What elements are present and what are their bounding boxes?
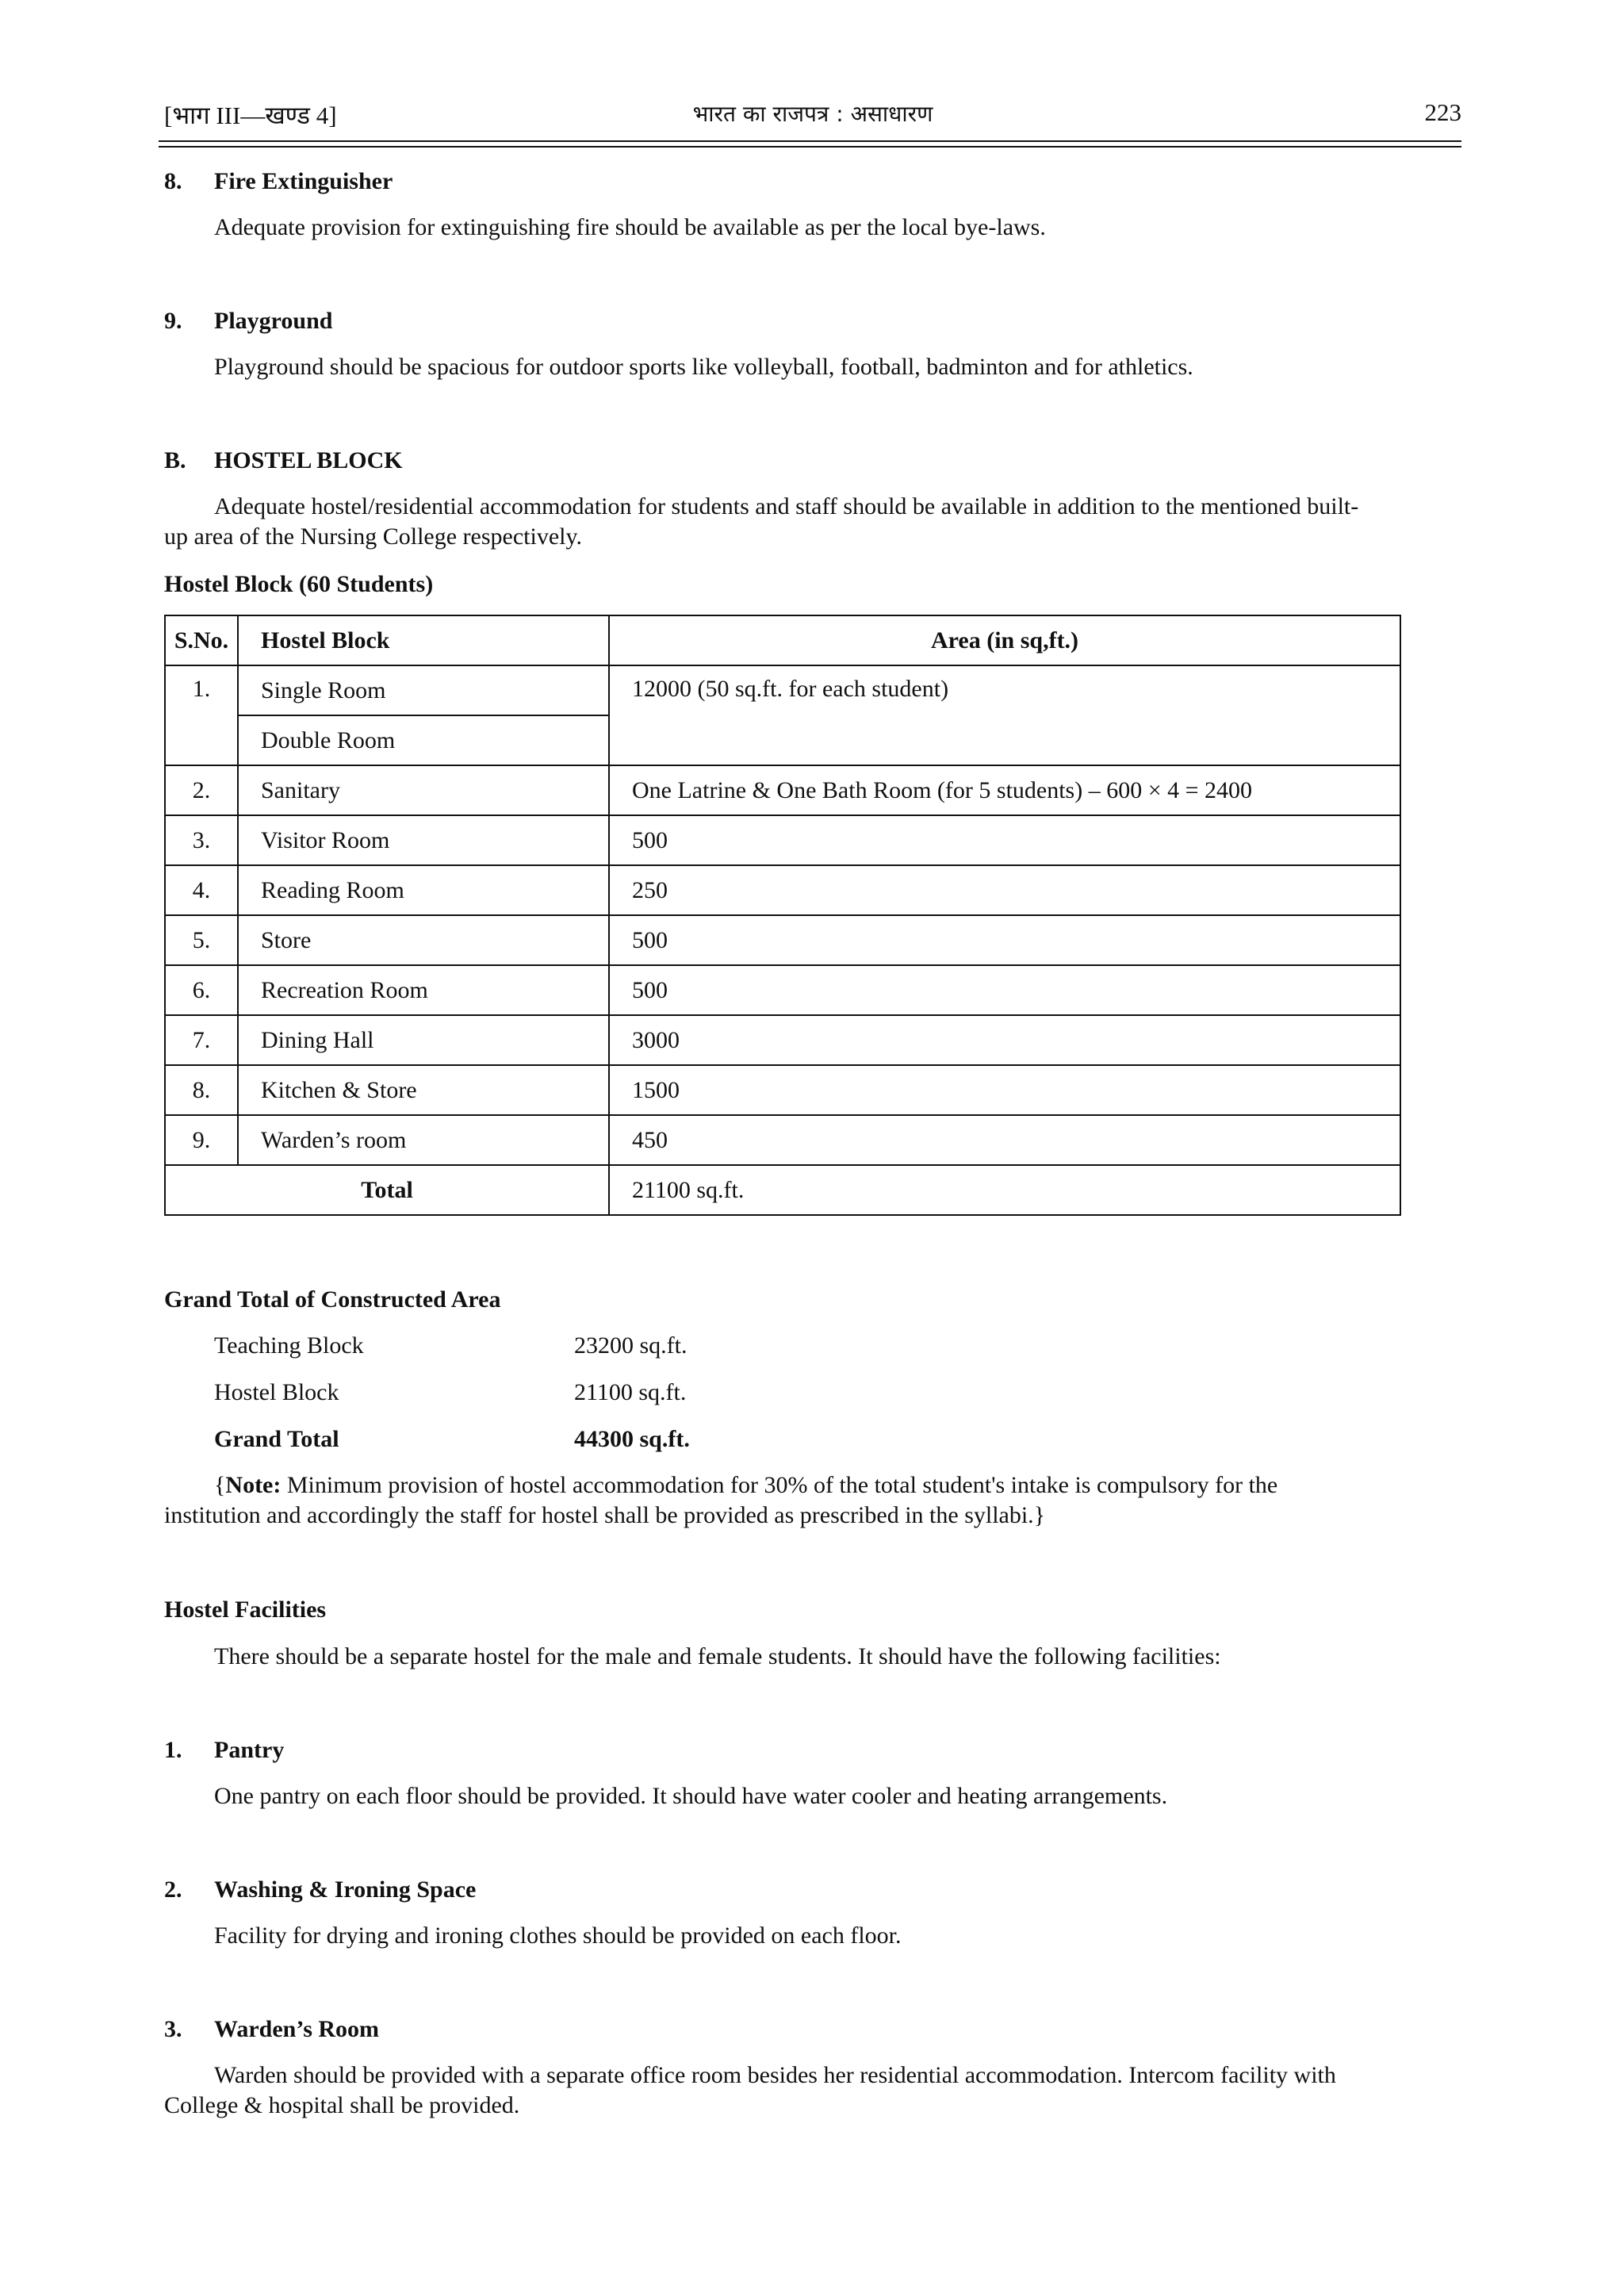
cell-area: 450: [609, 1115, 1400, 1165]
cell-area: 500: [609, 915, 1400, 965]
facility-3-number: 3.: [164, 2016, 182, 2042]
header-part-label: [भाग III—खण्ड 4]: [164, 102, 337, 129]
cell-sno: 1.: [165, 665, 238, 765]
hostel-facilities-heading: Hostel Facilities: [164, 1596, 327, 1623]
facility-3-text-line1: Warden should be provided with a separate office room besides her residential accommodation. Intercom facility with: [214, 2062, 1336, 2088]
grand-total-label: Grand Total: [214, 1426, 339, 1452]
table-row: [165, 915, 1400, 965]
header-publication-title: भारत का राजपत्र : असाधारण: [692, 101, 933, 127]
total-label: Total: [165, 1165, 609, 1215]
section-9-text: Playground should be spacious for outdoor sports like volleyball, football, badminton and for athletics.: [214, 354, 1193, 380]
hostel-block-label: Hostel Block: [214, 1379, 339, 1405]
facility-3-text-line2: College & hospital shall be provided.: [164, 2092, 520, 2118]
cell-name: Single Room: [238, 665, 609, 715]
facility-2-number: 2.: [164, 1876, 182, 1903]
table-row: [165, 1015, 1400, 1065]
cell-sno: 2.: [165, 765, 238, 815]
grand-total-heading: Grand Total of Constructed Area: [164, 1286, 501, 1313]
note-text: Minimum provision of hostel accommodation for 30% of the total student's intake is compulsory for the: [281, 1472, 1278, 1498]
facility-2-text: Facility for drying and ironing clothes should be provided on each floor.: [214, 1922, 902, 1949]
note-paragraph-line1: [214, 1470, 1277, 1501]
table-header-row: [165, 615, 1400, 665]
cell-sno: 6.: [165, 965, 238, 1015]
cell-area: 500: [609, 965, 1400, 1015]
cell-name: Double Room: [238, 715, 609, 765]
section-b-text-line1: Adequate hostel/residential accommodation for students and staff should be available in addition to the mentioned built-: [214, 493, 1359, 519]
total-value: 21100 sq.ft.: [609, 1165, 1400, 1215]
hostel-facilities-intro: There should be a separate hostel for the male and female students. It should have the following facilities:: [214, 1643, 1221, 1669]
cell-name: Kitchen & Store: [238, 1065, 609, 1115]
cell-sno: 5.: [165, 915, 238, 965]
section-9-title: Playground: [214, 308, 333, 334]
cell-name: Warden’s room: [238, 1115, 609, 1165]
section-8-text: Adequate provision for extinguishing fire should be available as per the local bye-laws.: [214, 214, 1046, 240]
teaching-block-value: 23200 sq.ft.: [574, 1332, 688, 1359]
cell-area: 500: [609, 815, 1400, 865]
section-8-title: Fire Extinguisher: [214, 168, 393, 194]
cell-area: One Latrine & One Bath Room (for 5 students) – 600 × 4 = 2400: [609, 765, 1400, 815]
section-b-number: B.: [164, 447, 186, 473]
cell-sno: 7.: [165, 1015, 238, 1065]
running-header: [164, 98, 1461, 138]
note-open-brace: {: [214, 1472, 226, 1498]
table-row: [165, 765, 1400, 815]
cell-name: Sanitary: [238, 765, 609, 815]
table-row: [165, 665, 1400, 715]
grand-total-value: 44300 sq.ft.: [574, 1426, 690, 1452]
cell-area: 1500: [609, 1065, 1400, 1115]
cell-sno: 4.: [165, 865, 238, 915]
table-row: [165, 865, 1400, 915]
section-8-number: 8.: [164, 168, 182, 194]
hostel-block-value: 21100 sq.ft.: [574, 1379, 687, 1405]
note-paragraph-line2: institution and accordingly the staff for hostel shall be provided as prescribed in the syllabi.}: [164, 1502, 1046, 1528]
header-rule-bottom: [159, 146, 1461, 148]
table-row: [165, 815, 1400, 865]
cell-area: 3000: [609, 1015, 1400, 1065]
cell-name: Recreation Room: [238, 965, 609, 1015]
cell-name: Dining Hall: [238, 1015, 609, 1065]
facility-1-title: Pantry: [214, 1737, 285, 1763]
cell-sno: 9.: [165, 1115, 238, 1165]
facility-1-text: One pantry on each floor should be provided. It should have water cooler and heating arrangements.: [214, 1783, 1168, 1809]
header-rule-top: [159, 140, 1461, 142]
facility-1-number: 1.: [164, 1737, 182, 1763]
table-row: [165, 965, 1400, 1015]
cell-sno: 3.: [165, 815, 238, 865]
table-caption: Hostel Block (60 Students): [164, 571, 434, 597]
cell-name: Visitor Room: [238, 815, 609, 865]
column-header-hostel-block: Hostel Block: [238, 615, 609, 665]
column-header-sno: S.No.: [165, 615, 238, 665]
note-label: Note:: [225, 1472, 282, 1498]
table-row: [165, 1115, 1400, 1165]
column-header-area: Area (in sq,ft.): [609, 615, 1400, 665]
table-total-row: [165, 1165, 1400, 1215]
section-b-text-line2: up area of the Nursing College respectively.: [164, 523, 583, 550]
cell-name: Reading Room: [238, 865, 609, 915]
section-9-number: 9.: [164, 308, 182, 334]
table-row: [165, 1065, 1400, 1115]
hostel-block-table: [164, 615, 1401, 1216]
section-b-title: HOSTEL BLOCK: [214, 447, 403, 473]
cell-sno: 8.: [165, 1065, 238, 1115]
cell-name: Store: [238, 915, 609, 965]
page-number: 223: [1424, 98, 1461, 126]
cell-area: 12000 (50 sq.ft. for each student): [609, 665, 1400, 765]
teaching-block-label: Teaching Block: [214, 1332, 364, 1359]
facility-2-title: Washing & Ironing Space: [214, 1876, 477, 1903]
facility-3-title: Warden’s Room: [214, 2016, 380, 2042]
cell-area: 250: [609, 865, 1400, 915]
